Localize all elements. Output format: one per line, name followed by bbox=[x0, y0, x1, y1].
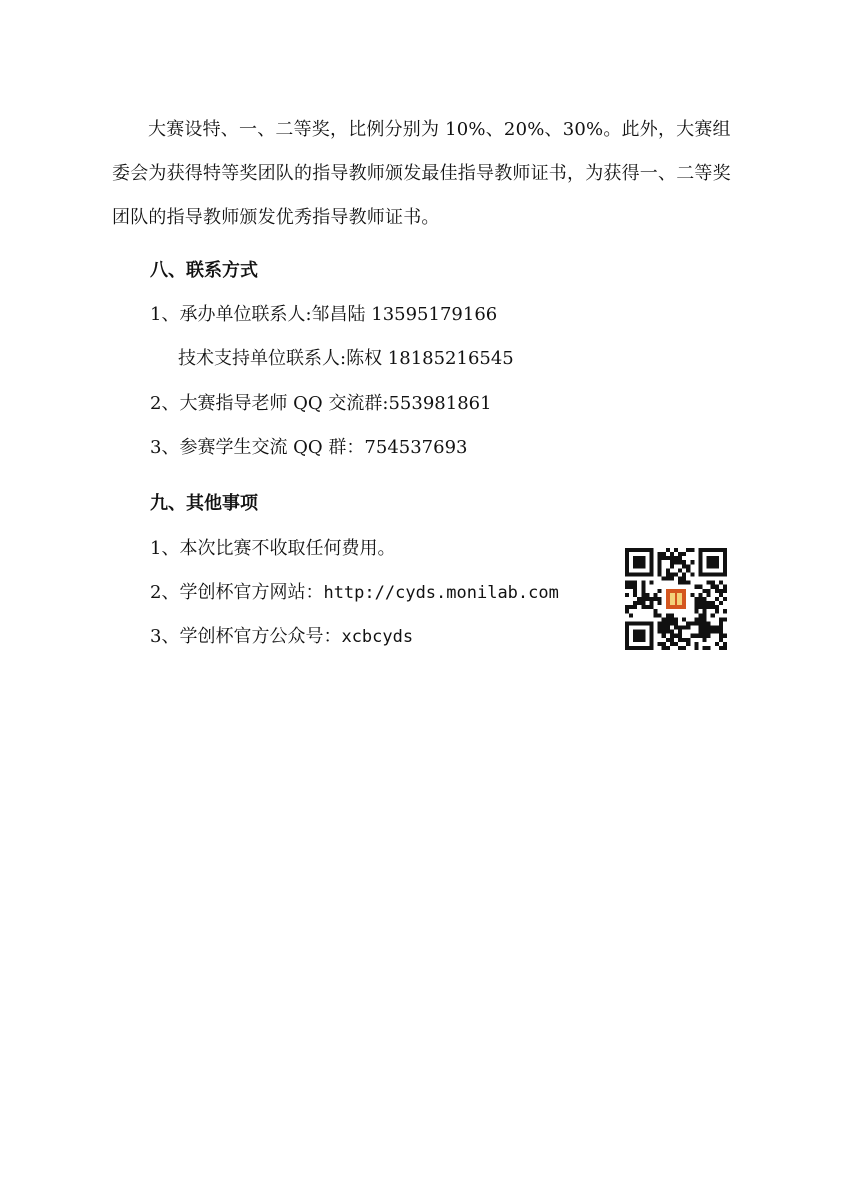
contact-item-1-sub: 技术支持单位联系人:陈权 18185216545 bbox=[178, 348, 514, 369]
contact-item-3-value: 754537693 bbox=[364, 437, 468, 458]
contact-item-1 bbox=[150, 300, 497, 330]
other-heading: 九、其他事项 bbox=[150, 493, 258, 514]
other-item-3-label: 3、学创杯官方公众号： bbox=[150, 626, 342, 647]
qr-logo bbox=[666, 589, 686, 609]
contact-item-2-label: 2、大赛指导老师 QQ 交流群: bbox=[150, 393, 389, 414]
contact-item-3 bbox=[150, 433, 468, 463]
awards-paragraph: 大赛设特、一、二等奖，比例分别为 10%、20%、30%。此外，大赛组委会为获得特等奖团队的指导教师颁发最佳指导教师证书，为获得一、二等奖团队的指导教师颁发优秀指导教师证书。 bbox=[112, 119, 731, 228]
other-item-1: 1、本次比赛不收取任何费用。 bbox=[150, 538, 396, 559]
wechat-account: xcbcyds bbox=[341, 627, 414, 647]
contact-item-2 bbox=[150, 389, 492, 419]
other-item-2 bbox=[150, 578, 559, 608]
contact-item-1-value: 邹昌陆 13595179166 bbox=[311, 304, 498, 325]
qr-code-icon bbox=[625, 548, 727, 650]
other-item-3 bbox=[150, 622, 413, 652]
website-link[interactable]: http://cyds.monilab.com bbox=[323, 583, 559, 603]
contact-item-1-label: 1、承办单位联系人: bbox=[150, 304, 312, 325]
other-item-2-label: 2、学创杯官方网站： bbox=[150, 582, 324, 603]
contact-item-3-label: 3、参赛学生交流 QQ 群： bbox=[150, 437, 365, 458]
contact-item-2-value: 553981861 bbox=[388, 393, 492, 414]
contact-heading: 八、联系方式 bbox=[150, 260, 258, 281]
